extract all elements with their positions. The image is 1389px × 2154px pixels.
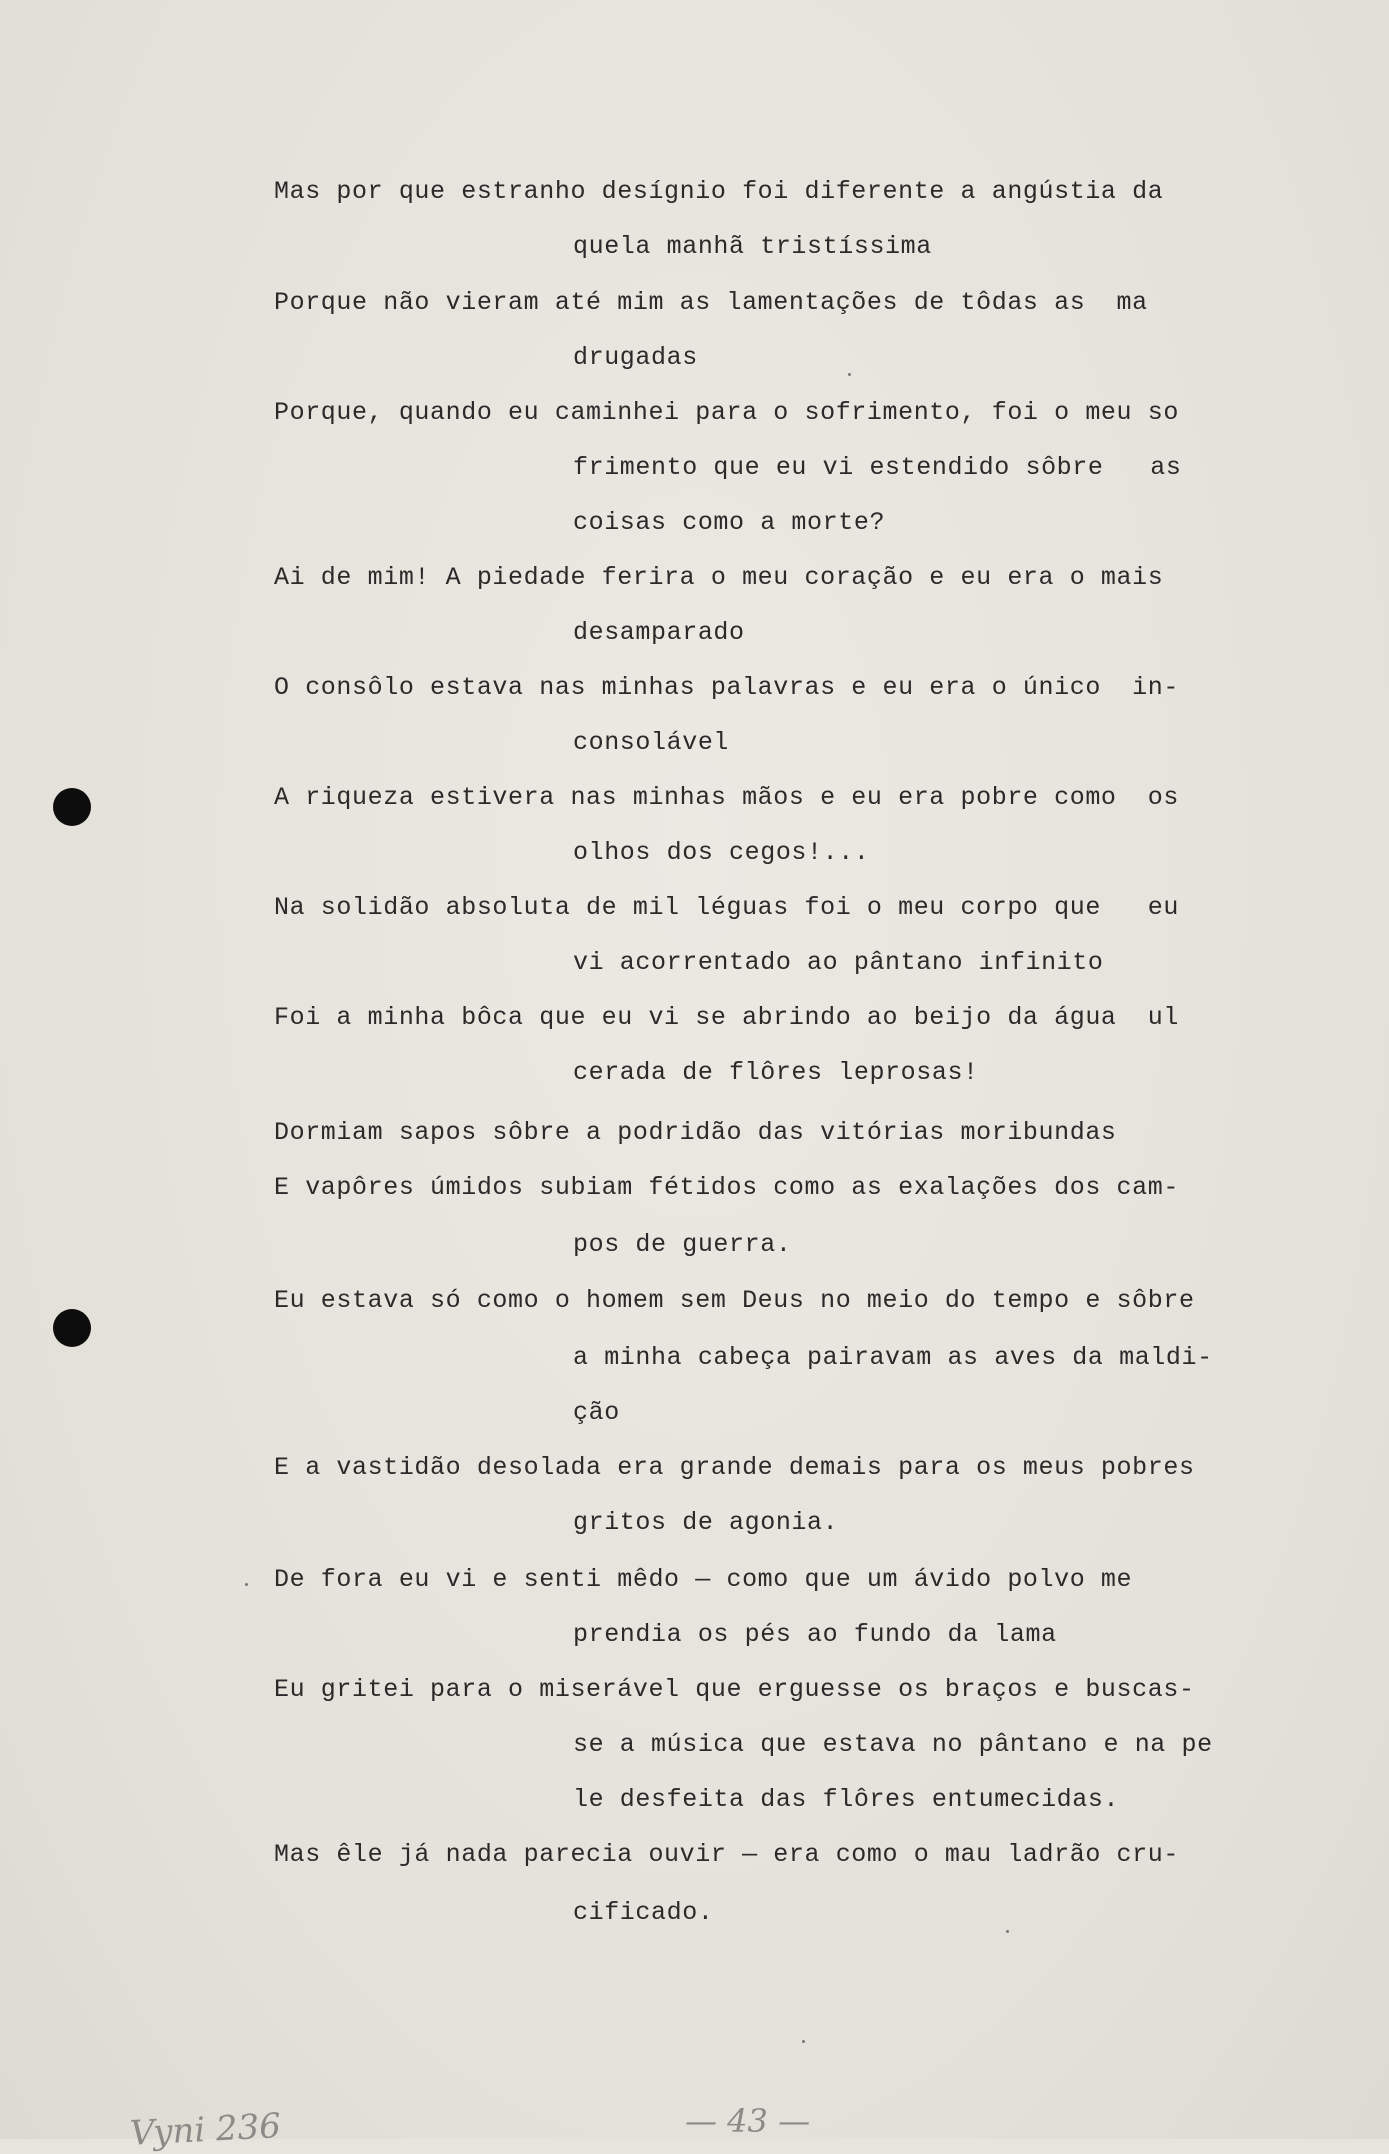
verse-line: De fora eu vi e senti mêdo — como que um ávido polvo me bbox=[274, 1565, 1133, 1594]
verse-line: Ai de mim! A piedade ferira o meu coração e eu era o mais bbox=[274, 563, 1164, 592]
verse-continuation: se a música que estava no pântano e na pe bbox=[573, 1730, 1213, 1759]
stray-mark bbox=[1006, 1930, 1009, 1933]
stray-mark bbox=[245, 1583, 248, 1586]
verse-line: Mas êle já nada parecia ouvir — era como o mau ladrão cru- bbox=[274, 1840, 1179, 1869]
verse-continuation: prendia os pés ao fundo da lama bbox=[573, 1620, 1057, 1649]
verse-line: A riqueza estivera nas minhas mãos e eu era pobre como os bbox=[274, 783, 1179, 812]
verse-continuation: le desfeita das flôres entumecidas. bbox=[573, 1785, 1120, 1814]
verse-line: Porque não vieram até mim as lamentações de tôdas as ma bbox=[274, 288, 1148, 317]
verse-continuation: cificado. bbox=[573, 1898, 714, 1927]
verse-line: O consôlo estava nas minhas palavras e eu era o único in- bbox=[274, 673, 1179, 702]
verse-continuation: cerada de flôres leprosas! bbox=[573, 1058, 979, 1087]
verse-continuation: olhos dos cegos!... bbox=[573, 838, 870, 867]
verse-line: Porque, quando eu caminhei para o sofrimento, foi o meu so bbox=[274, 398, 1179, 427]
verse-continuation: vi acorrentado ao pântano infinito bbox=[573, 948, 1104, 977]
verse-continuation: desamparado bbox=[573, 618, 745, 647]
stray-mark bbox=[802, 2040, 805, 2043]
verse-line: Eu estava só como o homem sem Deus no meio do tempo e sôbre bbox=[274, 1286, 1195, 1315]
archive-reference: Vyni 236 bbox=[129, 2106, 282, 2154]
verse-line: Dormiam sapos sôbre a podridão das vitórias moribundas bbox=[274, 1118, 1117, 1147]
verse-continuation: consolável bbox=[573, 728, 730, 757]
punch-hole bbox=[53, 788, 91, 826]
verse-line: Mas por que estranho desígnio foi diferente a angústia da bbox=[274, 177, 1164, 206]
verse-line: Foi a minha bôca que eu vi se abrindo ao beijo da água ul bbox=[274, 1003, 1179, 1032]
verse-line: E vapôres úmidos subiam fétidos como as exalações dos cam- bbox=[274, 1173, 1179, 1202]
punch-hole bbox=[53, 1309, 91, 1347]
verse-continuation: drugadas bbox=[573, 343, 698, 372]
verse-continuation: gritos de agonia. bbox=[573, 1508, 839, 1537]
verse-continuation: a minha cabeça pairavam as aves da maldi- bbox=[573, 1343, 1213, 1372]
verse-continuation: ção bbox=[573, 1398, 620, 1427]
stray-mark bbox=[848, 373, 851, 376]
verse-line: Na solidão absoluta de mil léguas foi o meu corpo que eu bbox=[274, 893, 1179, 922]
verse-continuation: pos de guerra. bbox=[573, 1230, 792, 1259]
page-number: — 43 — bbox=[685, 2102, 811, 2140]
verse-line: E a vastidão desolada era grande demais para os meus pobres bbox=[274, 1453, 1195, 1482]
verse-continuation: quela manhã tristíssima bbox=[573, 232, 932, 261]
verse-continuation: frimento que eu vi estendido sôbre as bbox=[573, 453, 1182, 482]
verse-continuation: coisas como a morte? bbox=[573, 508, 886, 537]
verse-line: Eu gritei para o miserável que erguesse os braços e buscas- bbox=[274, 1675, 1195, 1704]
